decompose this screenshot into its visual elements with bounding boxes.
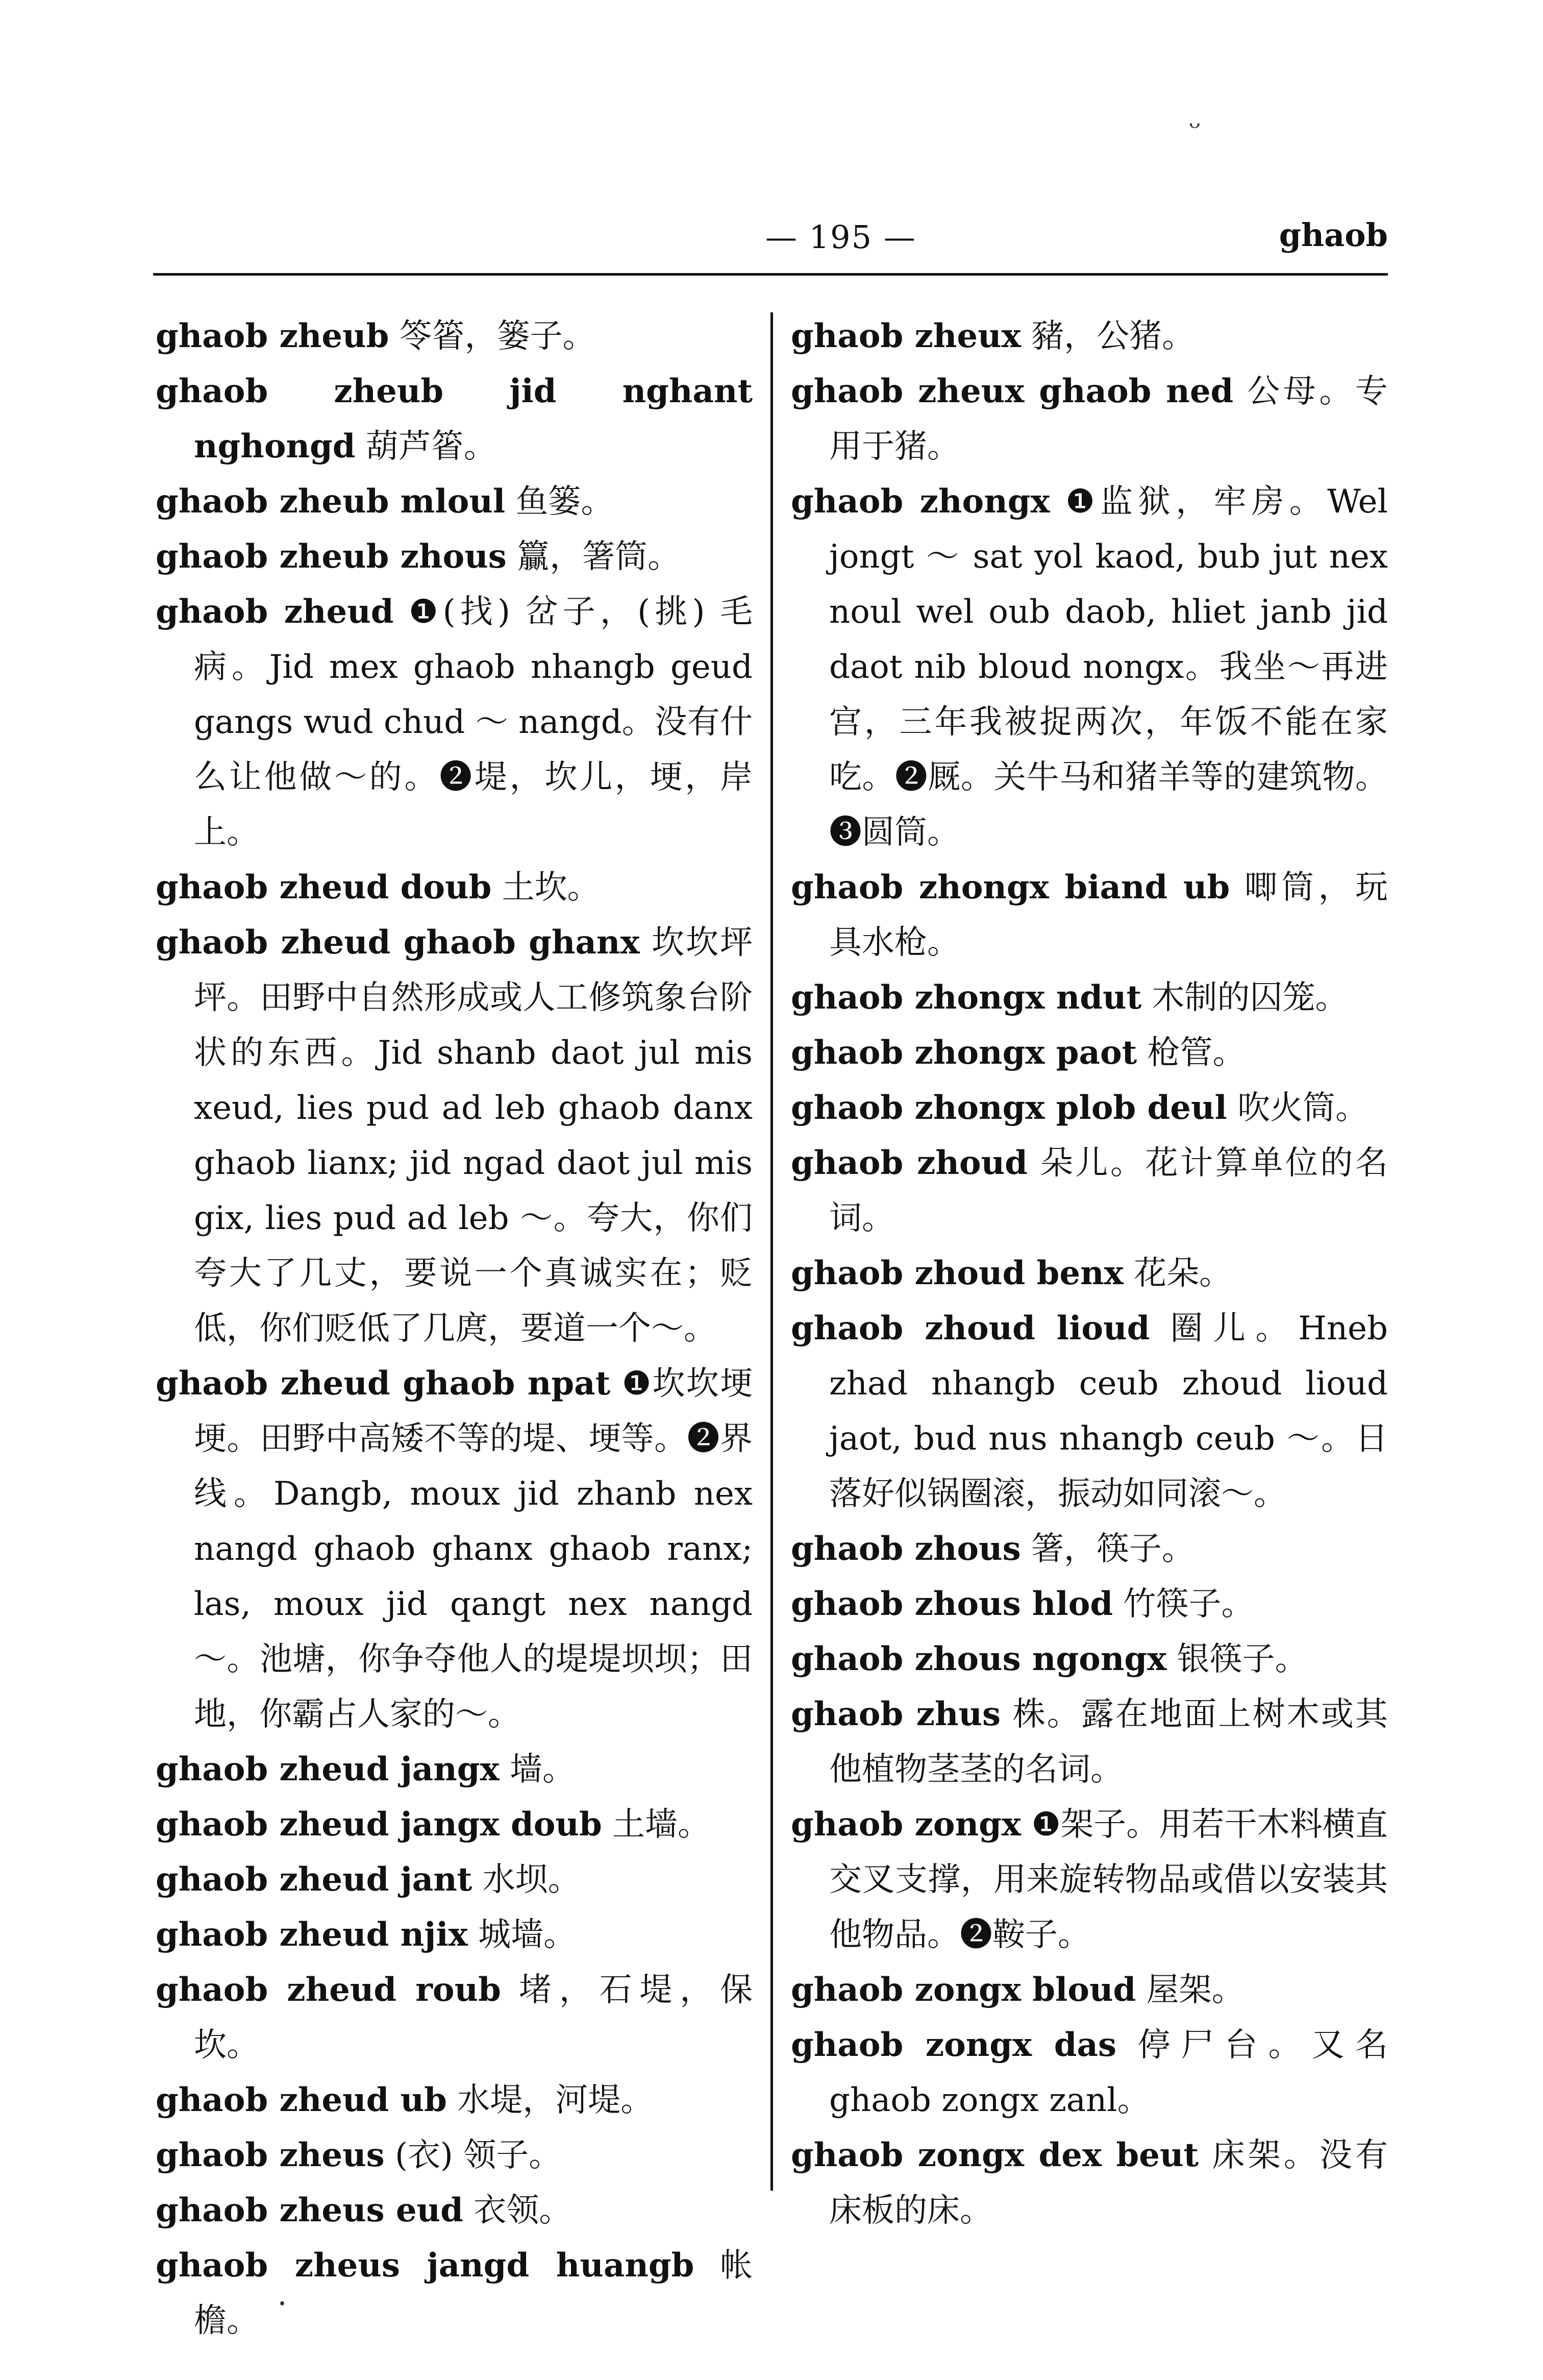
- entry-headword: ghaob zheud ghaob ghanx: [156, 923, 640, 962]
- running-head: ghaob: [1279, 216, 1388, 254]
- entry-definition: 床架。没有床板的床。: [829, 2137, 1388, 2229]
- entry-headword: ghaob zhous hlod: [791, 1585, 1113, 1623]
- dictionary-entry: [156, 2073, 753, 2128]
- dictionary-entry: [791, 1246, 1388, 1301]
- entry-headword: ghaob zheux: [791, 317, 1021, 355]
- page-header: [153, 209, 1388, 276]
- entry-headword: ghaob zhongx ndut: [791, 978, 1142, 1017]
- entry-headword: ghaob zheus: [156, 2136, 385, 2174]
- page-number: — 195 —: [765, 218, 916, 256]
- dictionary-entry: [156, 1907, 753, 1962]
- dictionary-entry: [791, 474, 1388, 860]
- entry-headword: ghaob zheus jangd huangb: [156, 2246, 694, 2285]
- dictionary-entry: [156, 1356, 753, 1742]
- entry-headword: ghaob zheud ghaob npat: [156, 1364, 611, 1403]
- dictionary-entry: [156, 2183, 753, 2238]
- dictionary-entry: [791, 1025, 1388, 1081]
- entry-definition: 衣领。: [474, 2192, 572, 2229]
- left-column: [156, 309, 753, 2348]
- entry-headword: ghaob zhongx paot: [791, 1034, 1137, 1072]
- dictionary-entry: [791, 1632, 1388, 1687]
- entry-headword: ghaob zheub zhous: [156, 537, 507, 576]
- dictionary-entry: [791, 2018, 1388, 2128]
- scan-speck: ⸱: [278, 2286, 287, 2322]
- entry-headword: ghaob zheub jid nghant nghongd: [156, 372, 753, 465]
- entry-definition: 笭箵，篓子。: [399, 317, 595, 355]
- entry-headword: ghaob zheud jangx: [156, 1750, 500, 1788]
- entry-headword: ghaob zongx dex beut: [791, 2136, 1199, 2174]
- dictionary-entry: [156, 364, 753, 474]
- entry-definition: 公母。专用于猪。: [829, 373, 1388, 465]
- dictionary-entry: [156, 915, 753, 1356]
- entry-headword: ghaob zhoud benx: [791, 1254, 1124, 1292]
- entry-definition: 箸，筷子。: [1031, 1530, 1194, 1568]
- dictionary-entry: [156, 2238, 753, 2348]
- entry-headword: ghaob zheud: [156, 593, 394, 631]
- dictionary-entry: [156, 1962, 753, 2073]
- entry-headword: ghaob zhous: [791, 1530, 1021, 1568]
- entry-definition: 花朵。: [1134, 1255, 1232, 1292]
- entry-definition: 枪管。: [1147, 1034, 1246, 1072]
- dictionary-entry: [791, 309, 1388, 364]
- entry-definition: 朵儿。花计算单位的名词。: [829, 1144, 1388, 1237]
- entry-definition: 城墙。: [478, 1916, 577, 1954]
- scan-speck: ᵕ: [1189, 110, 1201, 145]
- entry-definition: 帐檐。: [194, 2247, 753, 2340]
- entry-definition: 圈儿。Hneb zhad nhangb ceub zhoud lioud jaot, bud nus nhangb ceub ～。日落好似锅圈滚，振动如同滚～。: [829, 1310, 1388, 1513]
- entry-definition: ❶坎坎埂埂。田野中高矮不等的堤、埂等。❷界线。Dangb, moux jid zhanb nex nangd ghaob ghanx ghaob ranx; las, moux jid qangt nex nangd ～。池塘，你争夺他人的堤堤坝坝；田地，你霸占人家的～。: [194, 1365, 753, 1733]
- entry-headword: ghaob zheud ub: [156, 2081, 447, 2119]
- entry-definition: 水堤，河堤。: [457, 2081, 654, 2119]
- entry-headword: ghaob zheux ghaob ned: [791, 372, 1234, 410]
- entry-definition: 葫芦箵。: [365, 428, 496, 465]
- dictionary-entry: [156, 474, 753, 529]
- entry-headword: ghaob zheud njix: [156, 1916, 468, 1954]
- entry-headword: ghaob zhongx: [791, 482, 1050, 521]
- header-rule: [153, 273, 1388, 276]
- dictionary-entry: [156, 584, 753, 860]
- dictionary-entry: [791, 860, 1388, 970]
- dictionary-entry: [791, 1081, 1388, 1136]
- entry-definition: 鱼篓。: [515, 483, 614, 521]
- dictionary-entry: [791, 1522, 1388, 1577]
- entry-headword: ghaob zheud doub: [156, 868, 492, 906]
- entry-definition: 土坎。: [502, 869, 600, 906]
- entry-headword: ghaob zhongx biand ub: [791, 868, 1230, 906]
- entry-definition: 水坝。: [482, 1861, 581, 1899]
- dictionary-entry: [791, 970, 1388, 1025]
- entry-definition: 堵，石堤，保坎。: [194, 1971, 753, 2064]
- entry-definition: 唧筒，玩具水枪。: [829, 869, 1388, 962]
- entry-definition: (衣) 领子。: [394, 2137, 562, 2174]
- entry-headword: ghaob zongx: [791, 1805, 1022, 1844]
- dictionary-entry: [156, 2128, 753, 2183]
- dictionary-entry: [156, 309, 753, 364]
- entry-headword: ghaob zheus eud: [156, 2191, 463, 2229]
- entry-headword: ghaob zhongx plob deul: [791, 1089, 1227, 1127]
- entry-definition: ❶架子。用若干木料横直交叉支撑，用来旋转物品或借以安装其他物品。❷鞍子。: [829, 1806, 1388, 1954]
- column-divider: [770, 312, 773, 2191]
- entry-definition: 豬，公猪。: [1031, 317, 1195, 355]
- entry-definition: 吹火筒。: [1237, 1089, 1368, 1127]
- entry-definition: 木制的囚笼。: [1152, 979, 1348, 1017]
- dictionary-entry: [791, 1301, 1388, 1522]
- entry-definition: 墙。: [510, 1751, 576, 1788]
- entry-definition: 停尸台。又名 ghaob zongx zanl。: [829, 2026, 1388, 2119]
- entry-headword: ghaob zheud jangx doub: [156, 1805, 602, 1844]
- dictionary-entry: [156, 860, 753, 915]
- entry-headword: ghaob zheub mloul: [156, 482, 506, 521]
- dictionary-entry: [791, 2128, 1388, 2238]
- entry-headword: ghaob zheud roub: [156, 1971, 501, 2009]
- entry-definition: 银筷子。: [1177, 1640, 1308, 1678]
- entry-headword: ghaob zhoud: [791, 1144, 1028, 1182]
- right-column: [791, 309, 1388, 2238]
- dictionary-entry: [791, 1797, 1388, 1962]
- entry-headword: ghaob zhoud lioud: [791, 1309, 1150, 1347]
- entry-definition: ❶(找) 岔子，(挑) 毛病。Jid mex ghaob nhangb geud gangs wud chud ～ nangd。没有什么让他做～的。❷堤，坎儿，埂，岸上。: [194, 593, 753, 851]
- dictionary-entry: [791, 1962, 1388, 2018]
- entry-headword: ghaob zongx das: [791, 2026, 1117, 2064]
- dictionary-entry: [156, 529, 753, 584]
- dictionary-entry: [791, 1577, 1388, 1632]
- entry-definition: 株。露在地面上树木或其他植物茎茎的名词。: [829, 1696, 1388, 1788]
- entry-definition: 籯，箸筒。: [517, 538, 681, 576]
- dictionary-entry: [791, 1136, 1388, 1246]
- entry-headword: ghaob zheud jant: [156, 1860, 472, 1899]
- entry-headword: ghaob zhous ngongx: [791, 1640, 1167, 1678]
- dictionary-entry: [156, 1852, 753, 1907]
- entry-headword: ghaob zongx bloud: [791, 1971, 1136, 2009]
- entry-definition: ❶监狱，牢房。Wel jongt ～ sat yol kaod, bub jut nex noul wel oub daob, hliet janb jid daot nib bloud nongx。我坐～再进宫，三年我被捉两次，年饭不能在家吃。❷厩。关牛马和猪羊等的建筑物。❸圆筒。: [829, 483, 1388, 851]
- entry-definition: 竹筷子。: [1123, 1585, 1254, 1623]
- dictionary-entry: [156, 1742, 753, 1797]
- entry-headword: ghaob zheub: [156, 317, 389, 355]
- entry-definition: 土墙。: [612, 1806, 711, 1844]
- entry-definition: 屋架。: [1146, 1971, 1245, 2009]
- entry-headword: ghaob zhus: [791, 1695, 1001, 1733]
- entry-definition: 坎坎坪坪。田野中自然形成或人工修筑象台阶状的东西。Jid shanb daot jul mis xeud, lies pud ad leb ghaob danx ghaob lianx; jid ngad daot jul mis gix, lies pud ad leb ～。夸大，你们夸大了几丈，要说一个真诚实在；贬低，你们贬低了几庹，要道一个～。: [194, 924, 753, 1347]
- dictionary-entry: [791, 364, 1388, 474]
- dictionary-entry: [156, 1797, 753, 1852]
- dictionary-entry: [791, 1687, 1388, 1797]
